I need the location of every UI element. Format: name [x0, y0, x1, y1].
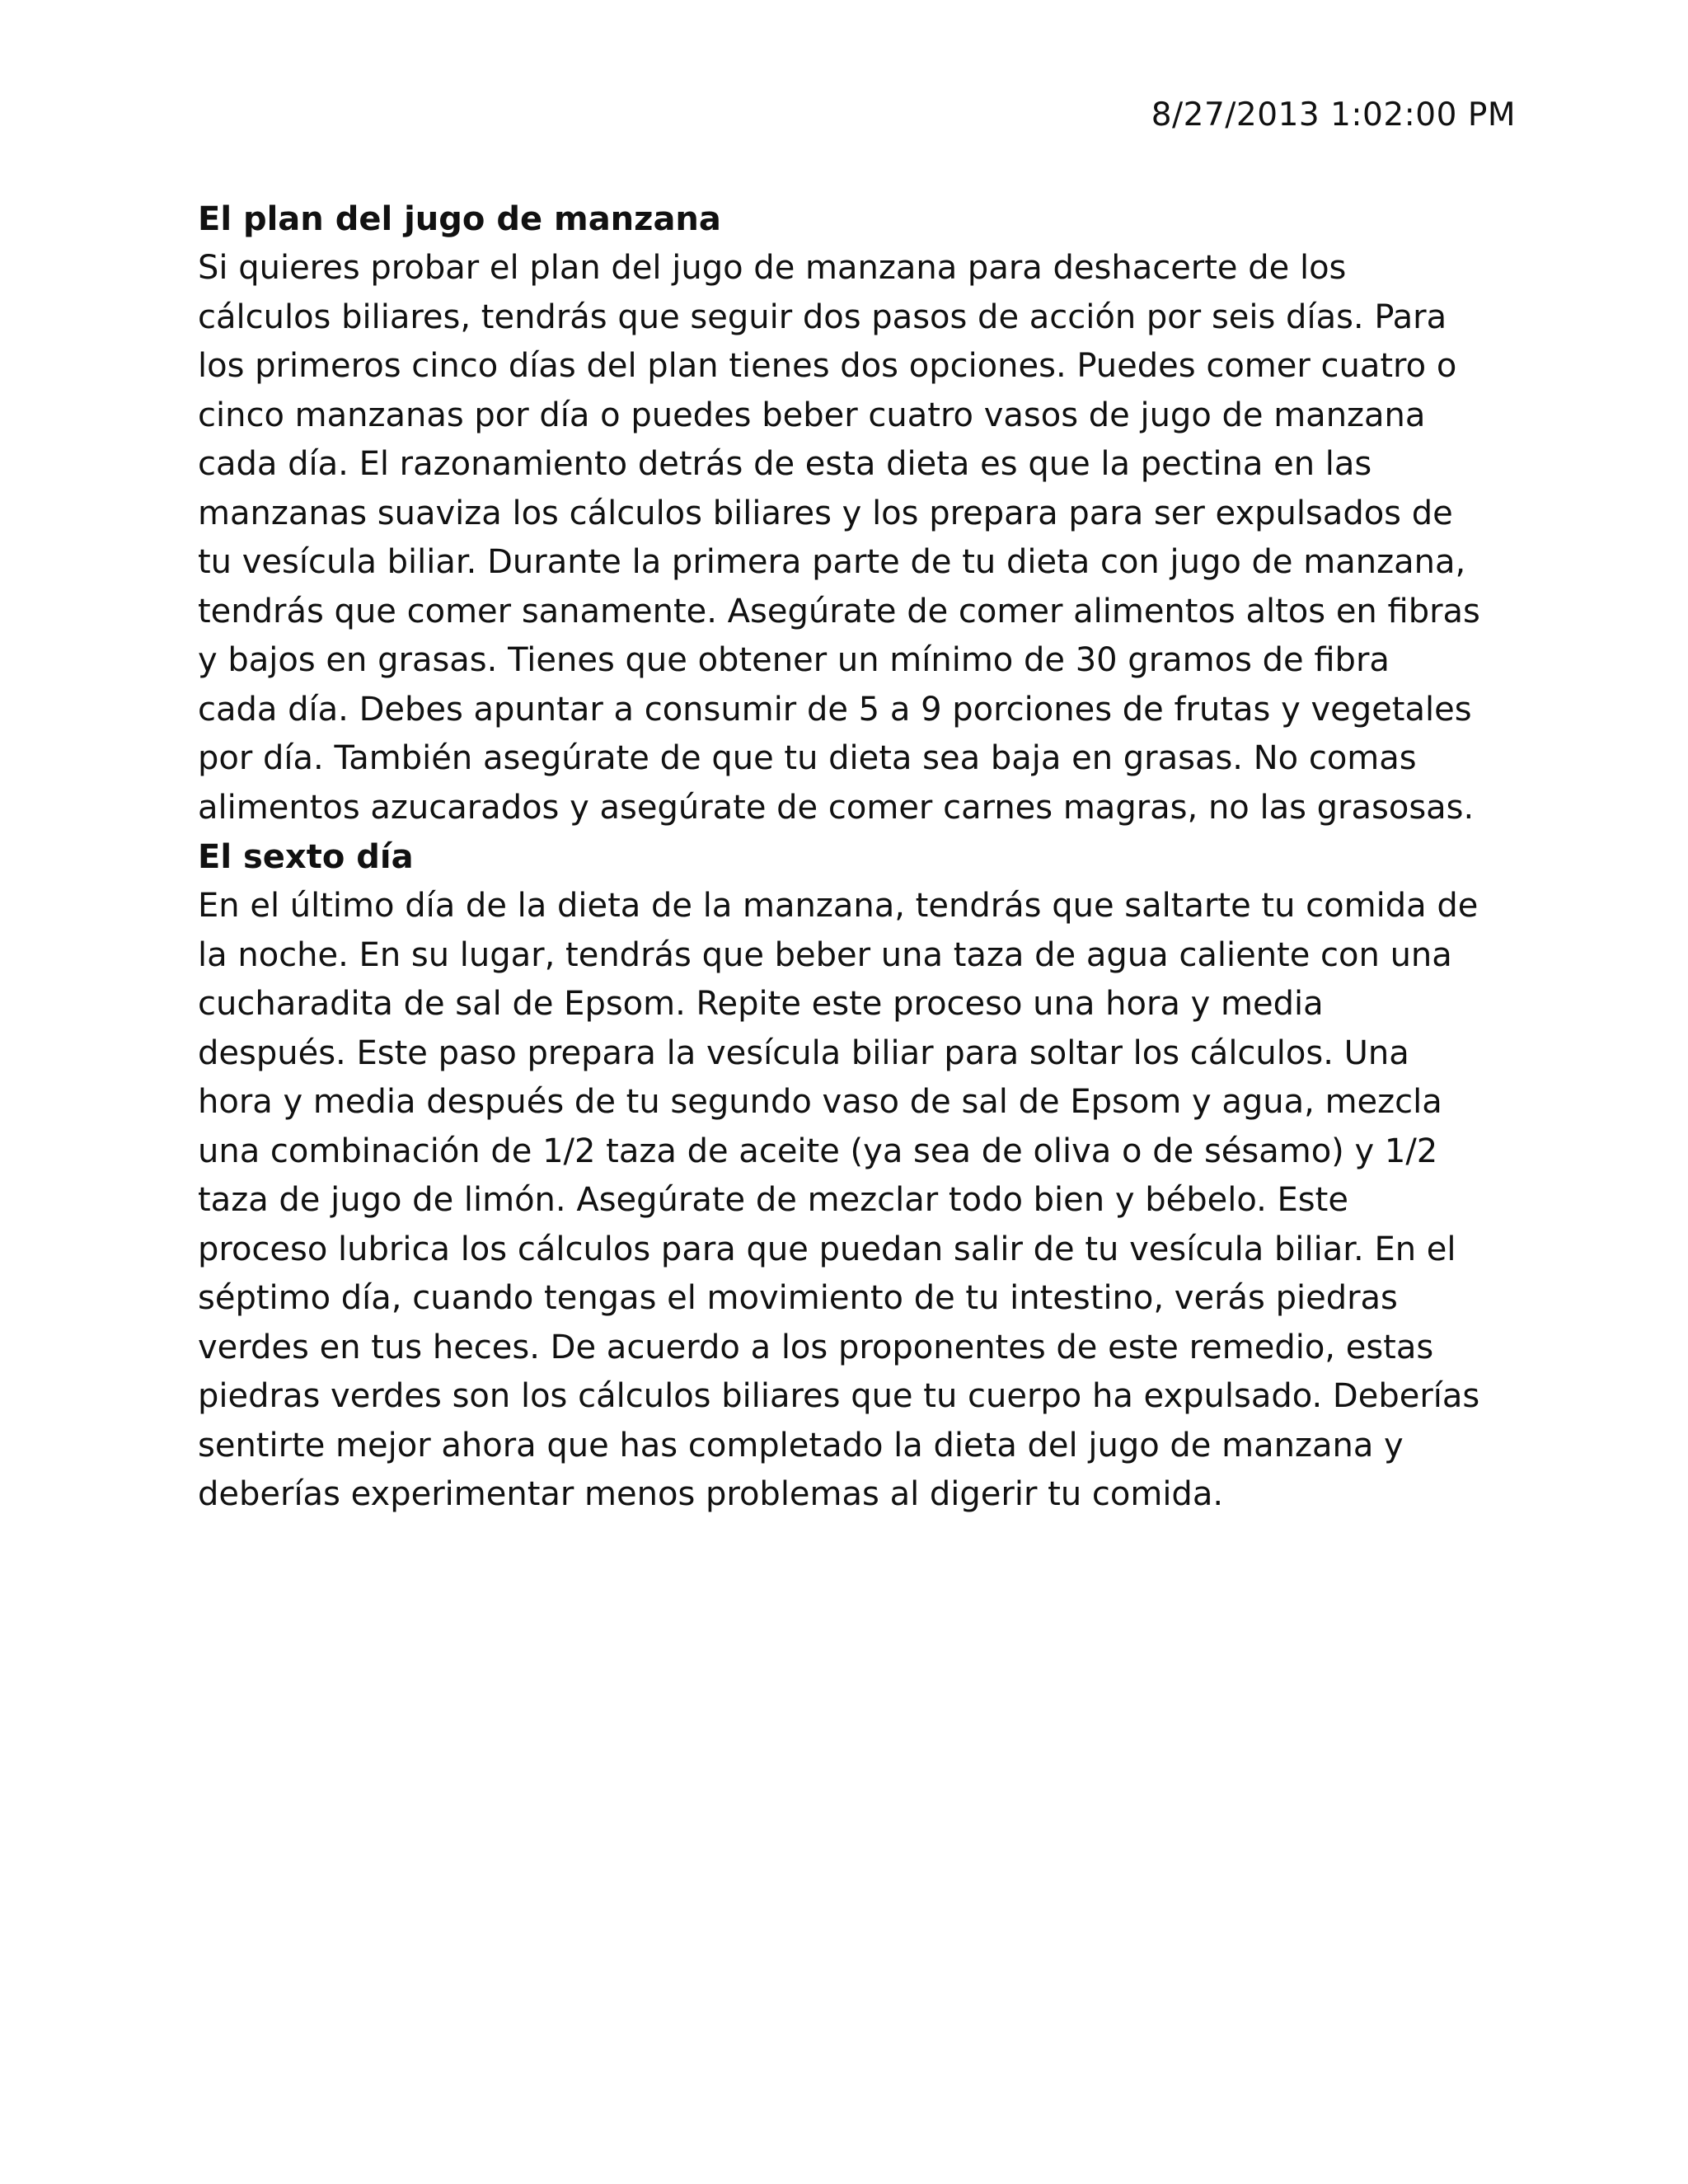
- text-line: cucharadita de sal de Epsom. Repite este proceso una hora y media: [198, 985, 1324, 1023]
- text-line: alimentos azucarados y asegúrate de comer carnes magras, no las grasosas.: [198, 788, 1475, 827]
- text-line: taza de jugo de limón. Asegúrate de mezclar todo bien y bébelo. Este: [198, 1181, 1348, 1219]
- text-line: séptimo día, cuando tengas el movimiento de tu intestino, verás piedras: [198, 1279, 1398, 1317]
- section-heading: El plan del jugo de manzana: [198, 200, 721, 238]
- text-line: y bajos en grasas. Tienes que obtener un mínimo de 30 gramos de fibra: [198, 641, 1390, 679]
- text-line: hora y media después de tu segundo vaso de sal de Epsom y agua, mezcla: [198, 1083, 1442, 1121]
- text-line: proceso lubrica los cálculos para que puedan salir de tu vesícula biliar. En el: [198, 1230, 1456, 1268]
- text-line: piedras verdes son los cálculos biliares que tu cuerpo ha expulsado. Deberías: [198, 1377, 1480, 1415]
- text-line: tendrás que comer sanamente. Asegúrate de comer alimentos altos en fibras: [198, 592, 1480, 630]
- text-line: los primeros cinco días del plan tienes dos opciones. Puedes comer cuatro o: [198, 347, 1457, 385]
- paragraph: [198, 244, 1517, 832]
- text-line: cálculos biliares, tendrás que seguir dos pasos de acción por seis días. Para: [198, 298, 1447, 336]
- text-line: sentirte mejor ahora que has completado la dieta del jugo de manzana y: [198, 1426, 1404, 1465]
- text-line: deberías experimentar menos problemas al digerir tu comida.: [198, 1475, 1224, 1513]
- text-line: verdes en tus heces. De acuerdo a los proponentes de este remedio, estas: [198, 1328, 1434, 1366]
- text-line: una combinación de 1/2 taza de aceite (ya sea de oliva o de sésamo) y 1/2: [198, 1132, 1438, 1170]
- section-heading: El sexto día: [198, 838, 414, 876]
- text-line: cada día. Debes apuntar a consumir de 5 a 9 porciones de frutas y vegetales: [198, 690, 1472, 729]
- paragraph: [198, 882, 1517, 1520]
- text-line: la noche. En su lugar, tendrás que beber una taza de agua caliente con una: [198, 935, 1452, 974]
- text-line: tu vesícula biliar. Durante la primera parte de tu dieta con jugo de manzana,: [198, 543, 1466, 581]
- text-line: por día. También asegúrate de que tu dieta sea baja en grasas. No comas: [198, 739, 1417, 777]
- text-line: después. Este paso prepara la vesícula biliar para soltar los cálculos. Una: [198, 1033, 1409, 1072]
- text-line: cada día. El razonamiento detrás de esta dieta es que la pectina en las: [198, 445, 1372, 483]
- section-apple-juice-plan: [198, 194, 1517, 832]
- text-line: manzanas suaviza los cálculos biliares y los prepara para ser expulsados de: [198, 494, 1453, 532]
- text-line: cinco manzanas por día o puedes beber cuatro vasos de jugo de manzana: [198, 396, 1426, 434]
- text-line: Si quieres probar el plan del jugo de manzana para deshacerte de los: [198, 249, 1347, 287]
- document-body: [198, 194, 1517, 1520]
- timestamp: 8/27/2013 1:02:00 PM: [1151, 96, 1516, 134]
- section-sixth-day: [198, 832, 1517, 1520]
- text-line: En el último día de la dieta de la manzana, tendrás que saltarte tu comida de: [198, 887, 1479, 925]
